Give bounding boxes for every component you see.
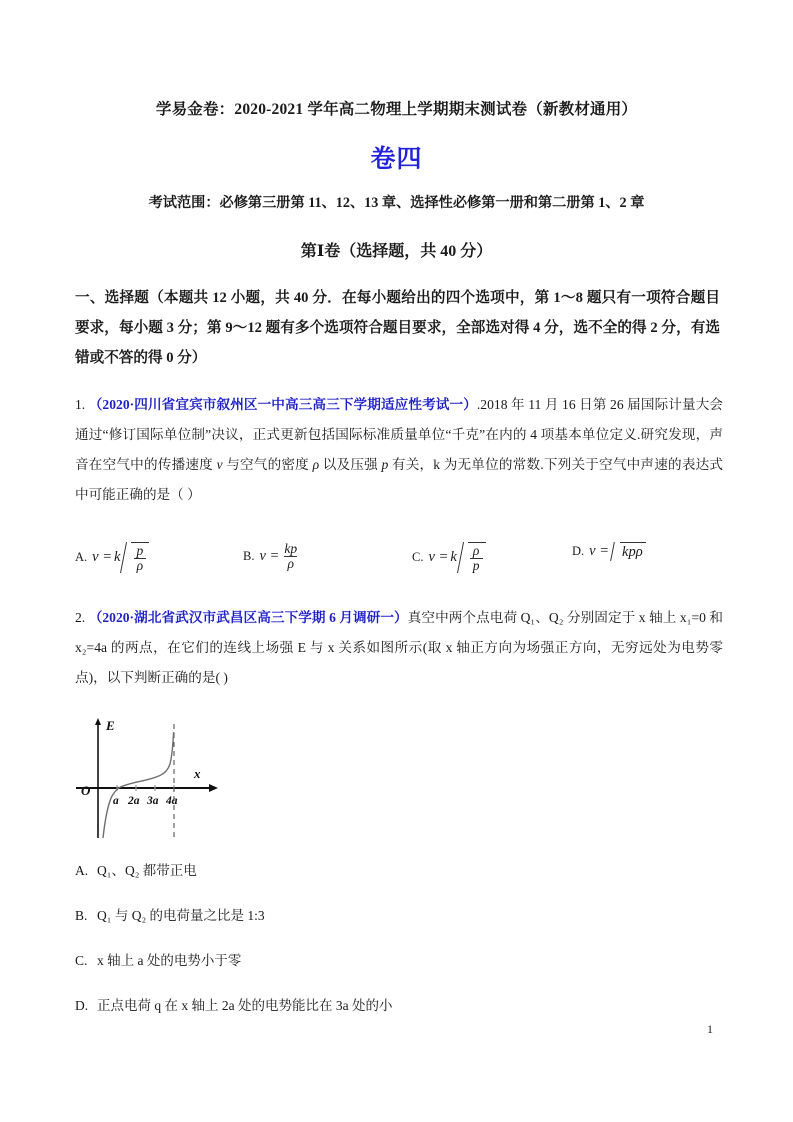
option-c-numerator: ρ xyxy=(472,543,480,558)
question-1-body-2: 与空气的密度 xyxy=(222,457,313,472)
x-tick-label-2a: 2a xyxy=(128,795,140,807)
exam-scope-line: 考试范围：必修第三册第 11、12、13 章、选择性必修第一册和第二册第 1、2 章 xyxy=(148,195,645,211)
question-2-figure xyxy=(66,716,296,844)
choice-a-text: Q₁、Q₂ 都带正电 xyxy=(97,863,197,878)
x-tick-label-3a: 3a xyxy=(147,795,159,807)
paper-name-heading: 卷四 xyxy=(370,146,423,173)
document-title: 学易金卷：2020-2021 学年高二物理上学期期末测试卷（新教材通用） xyxy=(155,101,638,118)
option-c-lhs: v = xyxy=(428,549,449,566)
question-2 xyxy=(75,603,723,693)
y-axis-label: E xyxy=(106,718,115,733)
choice-c-label: C. xyxy=(75,953,88,968)
option-b-label: B. xyxy=(243,549,255,564)
origin-label: O xyxy=(81,783,91,798)
question-1-option-c[interactable] xyxy=(412,542,486,573)
x-tick-label-a: a xyxy=(113,795,119,807)
e-vs-x-graph xyxy=(66,716,296,844)
question-1-body-4: 有关，k 为无单位的常数.下列关于空气中声速的表达式中可能正确的是（ ） xyxy=(75,457,724,502)
option-a-numerator: p xyxy=(136,543,144,558)
option-b-formula xyxy=(259,542,300,571)
option-a-coefficient: k xyxy=(114,549,121,566)
option-d-lhs: v = xyxy=(589,543,610,559)
question-2-choice-d[interactable] xyxy=(75,995,723,1017)
option-d-radicand: kpρ xyxy=(620,542,646,561)
option-b-numerator: kp xyxy=(284,541,298,556)
choice-b-label: B. xyxy=(75,908,88,923)
question-1-option-a[interactable] xyxy=(75,542,149,573)
option-c-coefficient: k xyxy=(450,549,457,566)
choice-b-text: Q₁ 与 Q₂ 的电荷量之比是 1:3 xyxy=(97,908,265,923)
option-d-label: D. xyxy=(572,544,585,558)
option-b-lhs: v = xyxy=(259,548,280,565)
option-c-label: C. xyxy=(412,550,424,565)
option-a-denominator: ρ xyxy=(134,558,146,573)
section-heading: 第Ⅰ卷（选择题，共 40 分） xyxy=(300,243,493,260)
question-1-option-d[interactable] xyxy=(572,542,646,561)
question-1-number: 1. xyxy=(75,397,86,412)
question-1-source: （2020·四川省宜宾市叙州区一中高三高三下学期适应性考试一） xyxy=(88,397,477,412)
instructions-paragraph: 一、选择题（本题共 12 小题，共 40 分．在每小题给出的四个选项中，第 1～8 题只有一项符合题目要求，每小题 3 分；第 9～12 题有多个选项符合题目要求，全部选对得 4 分，选不全的得 2 分，有选错或不答的得 0 分） xyxy=(75,290,720,366)
question-1-options xyxy=(75,536,723,586)
sqrt-icon xyxy=(122,542,149,573)
choice-a-label: A. xyxy=(75,863,89,878)
sqrt-icon xyxy=(611,542,646,561)
choice-d-text: 正点电荷 q 在 x 轴上 2a 处的电势能比在 3a 处的小 xyxy=(97,998,393,1013)
question-2-choice-b[interactable] xyxy=(75,905,723,927)
e-vs-x-curve xyxy=(103,732,174,838)
question-2-body: 真空中两个点电荷 Q₁、Q₂ 分别固定于 x 轴上 x₁=0 和 x₂=4a 的两点，在它们的连线上场强 E 与 x 关系如图所示(取 x 轴正方向为场强正方向，无穷远处为电势零点)，以下判断正确的是( ) xyxy=(75,610,723,685)
option-d-formula xyxy=(589,542,646,561)
x-tick-label-4a: 4a xyxy=(166,795,178,807)
question-1 xyxy=(75,390,723,510)
question-1-body-3: 以及压强 xyxy=(319,457,382,472)
question-1-option-b[interactable] xyxy=(243,542,300,571)
option-a-formula xyxy=(92,542,149,573)
option-a-lhs: v = xyxy=(92,549,113,566)
question-2-number: 2. xyxy=(75,610,86,625)
question-2-choice-a[interactable] xyxy=(75,860,723,882)
question-1-var-v: v xyxy=(216,457,223,472)
sqrt-icon xyxy=(459,542,486,573)
x-axis-arrow-icon xyxy=(209,784,218,792)
option-c-formula xyxy=(428,542,485,573)
choice-c-text: x 轴上 a 处的电势小于零 xyxy=(97,953,242,968)
x-axis-label: x xyxy=(194,766,201,781)
page-number: 1 xyxy=(707,1022,713,1036)
y-axis-arrow-icon xyxy=(95,718,101,725)
question-2-choice-c[interactable] xyxy=(75,950,723,972)
option-b-denominator: ρ xyxy=(284,556,296,571)
question-1-body: .2018 年 11 月 16 日第 26 届国际计量大会通过“修订国际单位制”决议，正式更新包括国际标准质量单位“千克”在内的 4 项基本单位定义.研究发现，声音在空气中的传播速度 xyxy=(75,397,723,472)
choice-d-label: D. xyxy=(75,998,89,1013)
option-a-label: A. xyxy=(75,550,88,565)
question-2-source: （2020·湖北省武汉市武昌区高三下学期 6 月调研一） xyxy=(88,610,408,625)
option-c-denominator: p xyxy=(470,558,483,573)
question-1-var-p: p xyxy=(381,457,389,472)
question-1-var-rho: ρ xyxy=(312,457,320,472)
